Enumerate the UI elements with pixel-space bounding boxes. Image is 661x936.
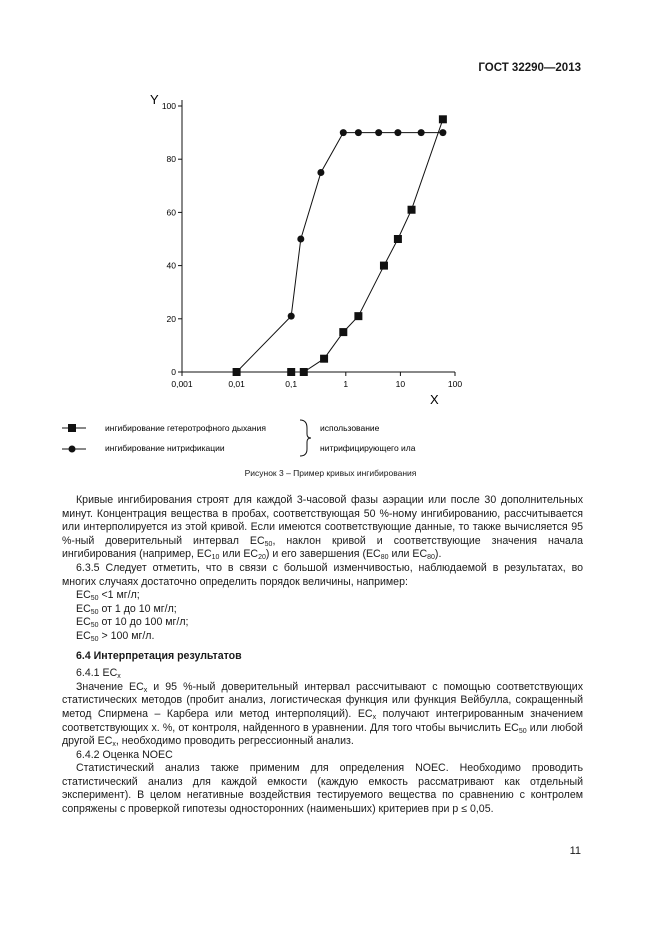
data-point-circle <box>355 129 362 136</box>
paragraph-noec: Статистический анализ также применим для определения NOEC. Необходимо проводить статистический анализ для каждой емкости (каждую емкость рассматривают как отдельный эксперимент). В целом негативные воздействия тестируемого вещества по сравнению с контролем сопряжены с проверкой гипотезы односторонних (наименьших) критериев при p ≤ 0,05. <box>62 762 583 816</box>
legend-item-nitrification <box>62 443 225 453</box>
data-point-circle <box>317 169 324 176</box>
data-point-square <box>380 262 388 270</box>
body-text <box>62 494 583 817</box>
data-point-square <box>300 368 308 376</box>
y-tick-label: 80 <box>166 154 176 165</box>
data-point-circle <box>297 236 304 243</box>
x-tick-label: 100 <box>447 379 463 389</box>
legend-brace-line2: нитрифицирующего ила <box>320 443 416 453</box>
data-point-circle <box>340 129 347 136</box>
page-number: 11 <box>569 845 581 857</box>
data-point-square <box>394 235 402 243</box>
data-point-circle <box>439 129 446 136</box>
legend-label-1: ингибирование гетеротрофного дыхания <box>105 423 266 433</box>
x-tick-label: 0,1 <box>285 379 298 389</box>
x-axis-label: X <box>430 392 439 407</box>
legend <box>62 420 416 456</box>
data-point-circle <box>233 369 240 376</box>
x-tick-label: 0,001 <box>171 379 193 389</box>
data-point-circle <box>288 313 295 320</box>
legend-brace <box>300 420 311 456</box>
y-axis-label: Y <box>150 92 159 107</box>
section-heading-6-4: 6.4 Интерпретация результатов <box>76 649 242 662</box>
data-point-square <box>339 328 347 336</box>
legend-marker-circle <box>69 446 76 453</box>
legend-brace-line1: использование <box>320 423 380 433</box>
legend-item-heterotrophic <box>62 423 266 433</box>
list-item-2: $EC_{50}$ от 1 до 10 мг/л; <box>76 602 177 616</box>
data-point-circle <box>418 129 425 136</box>
data-point-square <box>354 312 362 320</box>
data-point-square <box>439 115 447 123</box>
y-tick-label: 0 <box>171 367 176 377</box>
data-point-circle <box>375 129 382 136</box>
list-item-4: $EC_{50} > 100$ мг/л. <box>76 629 155 643</box>
paragraph-inhibition-curves: Кривые ингибирования строят для каждой 3-часовой фазы аэрации или после 30 дополнительных минут. Концентрация вещества в пробах, соответствующая 50 %-ному ингибированию, рассчитывается или интерполируется из этой кривой. Если имеются соответствующие данные, то также вычисляется 95 %-ный доверительный интервал $EC_{50}$, наклон кривой и соответствующие значения начала ингибирования (например, $EC_{10}$ или $EC_{20}$) и его завершения ($EC_{80}$ или $EC_{80}$). <box>62 494 583 562</box>
x-tick-label: 0,01 <box>228 379 245 389</box>
data-point-square <box>287 368 295 376</box>
subsection-6-4-1: 6.4.1 $EC_x$ <box>76 667 121 681</box>
y-tick-label: 20 <box>166 313 176 324</box>
chart-axes <box>162 100 463 389</box>
figure-caption: Рисунок 3 – Пример кривых ингибирования <box>244 468 417 478</box>
x-tick-label: 1 <box>343 379 349 389</box>
y-tick-label: 100 <box>161 101 176 111</box>
data-point-square <box>320 355 328 363</box>
x-tick-label: 10 <box>395 379 406 389</box>
paragraph-ecx: Значение $EC_x$ и 95 %-ный доверительный интервал рассчитывают с помощью соответствующих статистических методов (пробит анализ, логистическая функция или функция Вейбулла, сокращенный метод Спирмена – Карбера или метод интерполяций). $EC_x$ получают интегрированным значением соответствующих x. %, от контроля, найденного в уравнении. Для того чтобы вычислить $EC_{50}$ или любой другой $EC_x$, необходимо проводить регрессионный анализ. <box>62 680 583 749</box>
data-point-circle <box>394 129 401 136</box>
legend-marker-square <box>68 424 76 432</box>
subsection-6-4-2: 6.4.2 Оценка NOEC <box>76 748 173 761</box>
list-item-1: $EC_{50} <1$ мг/л; <box>76 589 140 603</box>
legend-label-2: ингибирование нитрификации <box>105 443 225 453</box>
chart-series <box>233 115 447 376</box>
y-tick-label: 40 <box>166 260 176 271</box>
standard-header: ГОСТ 32290—2013 <box>478 62 581 74</box>
list-item-3: $EC_{50}$ от 10 до 100 мг/л; <box>76 616 189 630</box>
y-tick-label: 60 <box>166 207 176 218</box>
data-point-square <box>408 206 416 214</box>
paragraph-6-3-5: 6.3.5 Следует отметить, что в связи с большой изменчивостью, наблюдаемой в результатах, во многих случаях достаточно определить порядок величины, например: <box>62 561 583 588</box>
